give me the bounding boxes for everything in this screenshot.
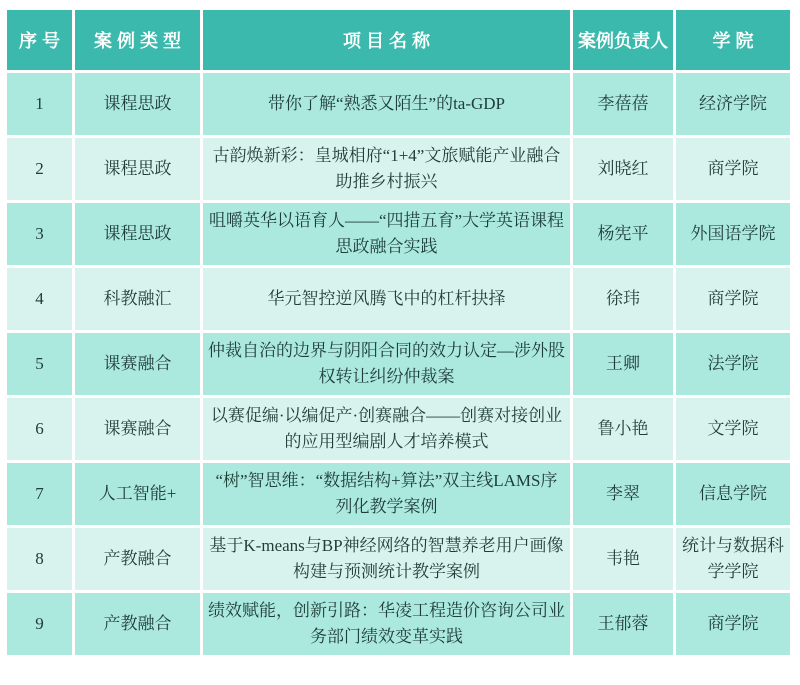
cell-project: 咀嚼英华以语育人——“四措五育”大学英语课程思政融合实践: [203, 203, 570, 265]
table-row: [7, 333, 790, 395]
cell-leader: 王卿: [573, 333, 673, 395]
cell-college: 商学院: [676, 593, 790, 655]
cell-index: 3: [7, 203, 72, 265]
table-row: [7, 73, 790, 135]
cell-college: 文学院: [676, 398, 790, 460]
column-header-leader: 案例负责人: [573, 10, 673, 70]
table-head: [7, 10, 790, 70]
cell-college: 外国语学院: [676, 203, 790, 265]
cell-college: 商学院: [676, 138, 790, 200]
cell-type: 人工智能+: [75, 463, 200, 525]
cell-type: 产教融合: [75, 528, 200, 590]
cell-leader: 杨宪平: [573, 203, 673, 265]
cell-index: 6: [7, 398, 72, 460]
column-header-index: 序号: [7, 10, 72, 70]
cell-college: 商学院: [676, 268, 790, 330]
column-header-project: 项目名称: [203, 10, 570, 70]
cell-type: 课赛融合: [75, 398, 200, 460]
table-row: [7, 203, 790, 265]
cell-leader: 徐玮: [573, 268, 673, 330]
cell-project: 仲裁自治的边界与阴阳合同的效力认定—涉外股权转让纠纷仲裁案: [203, 333, 570, 395]
cell-leader: 李翠: [573, 463, 673, 525]
cell-project: 绩效赋能，创新引路：华凌工程造价咨询公司业务部门绩效变革实践: [203, 593, 570, 655]
cell-index: 5: [7, 333, 72, 395]
cell-type: 科教融汇: [75, 268, 200, 330]
cell-leader: 王郁蓉: [573, 593, 673, 655]
cell-project: 以赛促编·以编促产·创赛融合——创赛对接创业的应用型编剧人才培养模式: [203, 398, 570, 460]
cell-project: 基于K-means与BP神经网络的智慧养老用户画像构建与预测统计教学案例: [203, 528, 570, 590]
cell-index: 2: [7, 138, 72, 200]
cases-table: [4, 7, 793, 658]
table-row: [7, 398, 790, 460]
cell-type: 课程思政: [75, 138, 200, 200]
cell-type: 课赛融合: [75, 333, 200, 395]
cell-index: 1: [7, 73, 72, 135]
table-row: [7, 138, 790, 200]
table-row: [7, 593, 790, 655]
table-row: [7, 463, 790, 525]
cell-college: 信息学院: [676, 463, 790, 525]
cell-leader: 鲁小艳: [573, 398, 673, 460]
table-row: [7, 268, 790, 330]
cell-leader: 刘晓红: [573, 138, 673, 200]
cell-college: 经济学院: [676, 73, 790, 135]
cell-type: 产教融合: [75, 593, 200, 655]
cell-type: 课程思政: [75, 203, 200, 265]
cell-index: 4: [7, 268, 72, 330]
column-header-college: 学院: [676, 10, 790, 70]
cell-leader: 韦艳: [573, 528, 673, 590]
cell-project: 华元智控逆风腾飞中的杠杆抉择: [203, 268, 570, 330]
page: [0, 7, 800, 685]
table-header-row: [7, 10, 790, 70]
cell-type: 课程思政: [75, 73, 200, 135]
cell-college: 统计与数据科学学院: [676, 528, 790, 590]
cell-leader: 李蓓蓓: [573, 73, 673, 135]
cell-college: 法学院: [676, 333, 790, 395]
cell-project: 古韵焕新彩：皇城相府“1+4”文旅赋能产业融合助推乡村振兴: [203, 138, 570, 200]
cell-index: 8: [7, 528, 72, 590]
cell-project: “树”智思维：“数据结构+算法”双主线LAMS序列化教学案例: [203, 463, 570, 525]
cell-index: 9: [7, 593, 72, 655]
cell-index: 7: [7, 463, 72, 525]
table-body: [7, 73, 790, 655]
table-row: [7, 528, 790, 590]
column-header-type: 案例类型: [75, 10, 200, 70]
cell-project: 带你了解“熟悉又陌生”的ta-GDP: [203, 73, 570, 135]
